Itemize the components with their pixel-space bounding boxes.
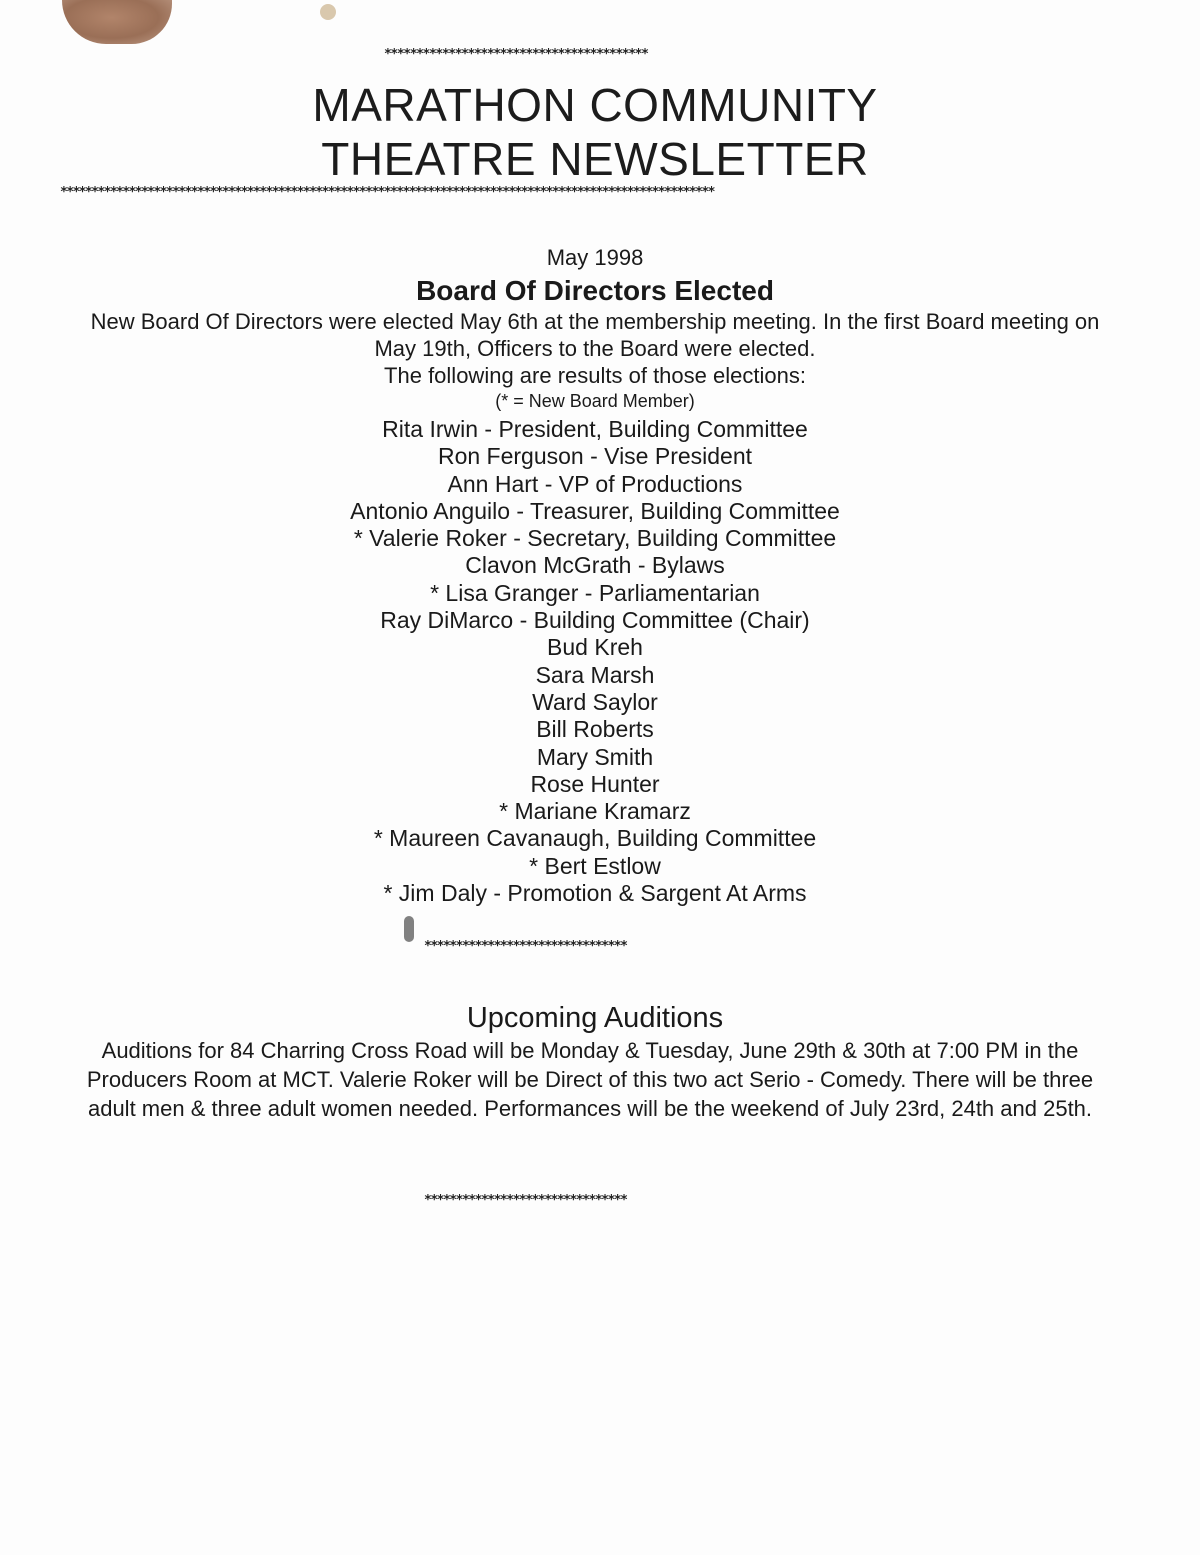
board-member: Sara Marsh <box>535 661 655 688</box>
board-member: * Maureen Cavanaugh, Building Committee <box>373 825 817 852</box>
board-member: * Valerie Roker - Secretary, Building Committee <box>353 525 837 552</box>
board-member: Clavon McGrath - Bylaws <box>465 552 725 579</box>
coffee-stain <box>62 0 172 44</box>
masthead-divider: ********************************************************************************************************* <box>60 186 714 199</box>
board-member: Ron Ferguson - Vise President <box>437 443 753 470</box>
board-member: Rita Irwin - President, Building Committee <box>382 416 808 442</box>
board-member: Rose Hunter <box>530 770 660 797</box>
board-member: * Jim Daly - Promotion & Sargent At Arms <box>383 880 807 907</box>
bottom-divider: ******************************** <box>424 1194 627 1207</box>
board-member: Mary Smith <box>536 743 654 770</box>
board-member-list <box>0 416 1190 907</box>
auditions-section-title: Upcoming Auditions <box>466 1002 724 1034</box>
paper-spot <box>320 4 336 20</box>
newsletter-masthead <box>200 78 990 186</box>
auditions-body: Auditions for 84 Charring Cross Road will be Monday & Tuesday, June 29th & 30th at 7:00 PM in the Producers Room at MCT. Valerie Roker will be Direct of this two act Serio - Comedy. There will be three adult men & three adult women needed. Performances will be the weekend of July 23rd, 24th and 25th. <box>86 1038 1094 1121</box>
board-member: Bill Roberts <box>536 716 654 743</box>
board-section-title: Board Of Directors Elected <box>416 275 774 306</box>
section-divider: ******************************** <box>424 940 627 953</box>
masthead-line-1: MARATHON COMMUNITY <box>312 79 878 131</box>
new-member-legend: (* = New Board Member) <box>495 391 695 411</box>
board-member: * Bert Estlow <box>529 852 661 879</box>
ink-smudge <box>404 916 414 942</box>
board-member: * Lisa Granger - Parliamentarian <box>430 579 760 606</box>
board-intro-text: New Board Of Directors were elected May 6th at the membership meeting. In the first Board meeting on May 19th, Officers to the Board were elected. <box>90 309 1100 361</box>
board-member: Antonio Anguilo - Treasurer, Building Committee <box>350 497 840 524</box>
board-member: * Mariane Kramarz <box>499 798 691 825</box>
board-member: Bud Kreh <box>547 634 643 661</box>
board-intro <box>80 308 1110 389</box>
board-member: Ann Hart - VP of Productions <box>447 470 743 497</box>
board-member: Ward Saylor <box>532 688 658 715</box>
board-results-line: The following are results of those elections: <box>384 363 806 388</box>
board-member: Ray DiMarco - Building Committee (Chair) <box>380 607 810 634</box>
top-divider: ***************************************** <box>384 48 648 61</box>
issue-date: May 1998 <box>546 245 644 270</box>
masthead-line-2: THEATRE NEWSLETTER <box>321 133 869 185</box>
